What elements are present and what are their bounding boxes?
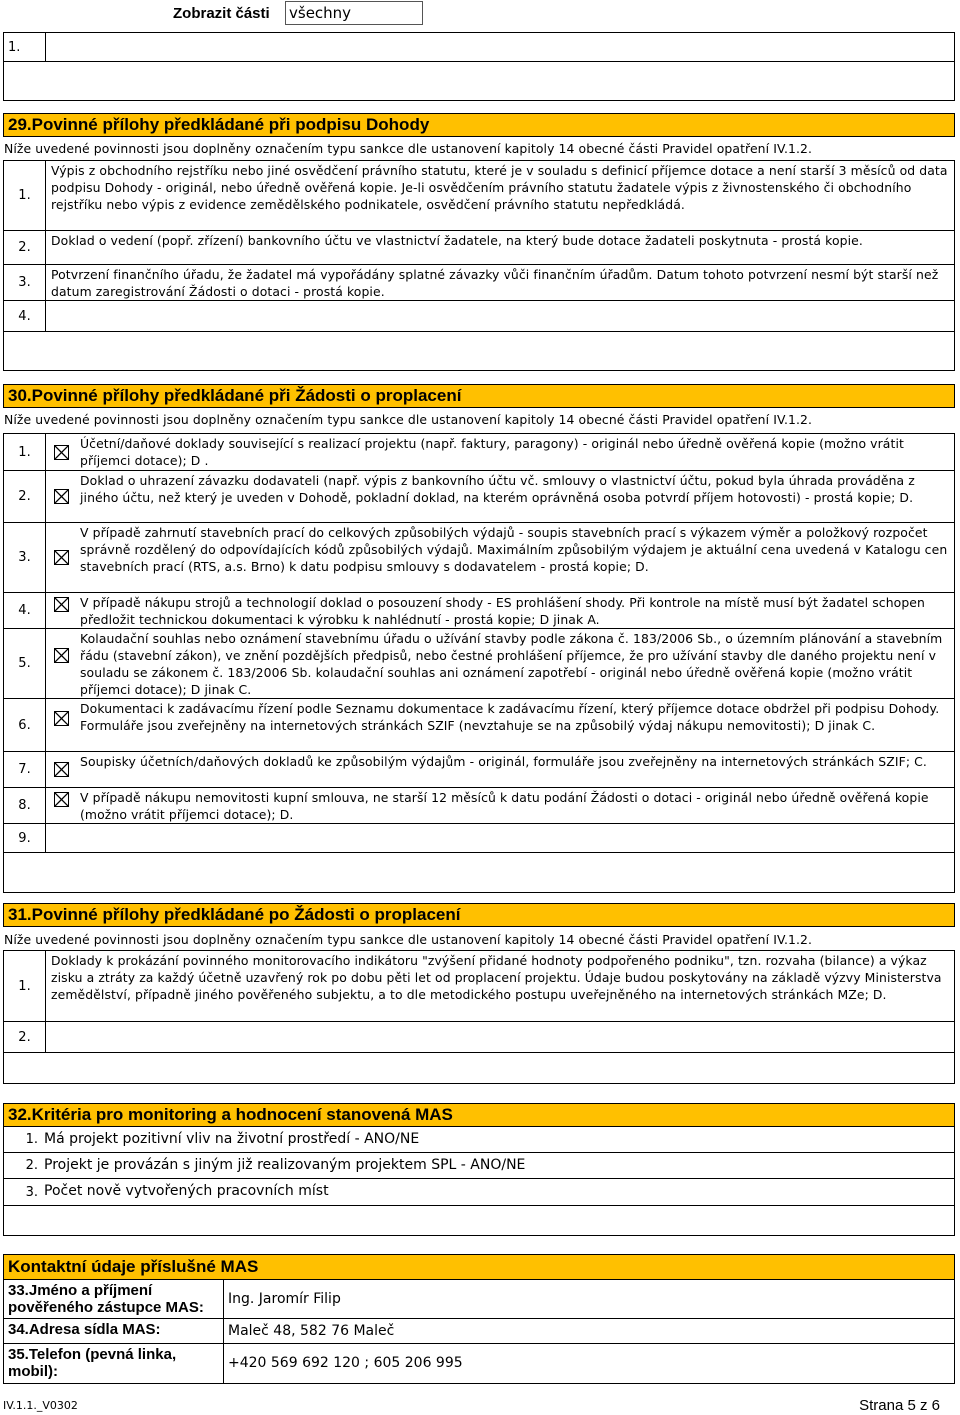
list-item — [4, 231, 954, 265]
page-number: Strana 5 z 6 — [859, 1397, 940, 1414]
item-text: Účetní/daňové doklady související s realizací projektu (např. faktury, paragony) - originál nebo úředně ověřená kopie (možno vrátit příjemci dotace); D . — [80, 436, 904, 468]
section-30-subtitle: Níže uvedené povinnosti jsou doplněny označením typu sankce dle ustanovení kapitoly 14 obecné části Pravidel opatření IV.1.2. — [4, 412, 813, 427]
section-30-title: 30.Povinné přílohy předkládané při Žádosti o proplacení — [3, 384, 955, 408]
contact-value: +420 569 692 120 ; 605 206 995 — [228, 1355, 463, 1371]
list-item — [4, 265, 954, 301]
section-select-value: všechny — [289, 4, 352, 22]
item-text: Soupisky účetních/daňových dokladů ke způsobilým výdajům - originál, formuláře jsou zveřejněny na internetových stránkách SZIF; C. — [80, 754, 927, 769]
checked-checkbox[interactable] — [54, 597, 69, 612]
item-number: 9. — [4, 824, 46, 852]
contact-label: 34.Adresa sídla MAS: — [4, 1319, 224, 1343]
item-number: 4. — [4, 593, 46, 628]
contact-value: Ing. Jaromír Filip — [228, 1290, 341, 1307]
list-item — [4, 1153, 954, 1179]
checked-checkbox[interactable] — [54, 445, 69, 460]
checked-checkbox[interactable] — [54, 550, 69, 565]
item-text: Doklad o vedení (popř. zřízení) bankovního účtu ve vlastnictví žadatele, na který bude dotace žadateli poskytnuta - prostá kopie. — [51, 233, 863, 248]
contact-label: 35.Telefon (pevná linka, mobil): — [4, 1344, 224, 1383]
item-text: Doklad o uhrazení závazku dodavateli (např. výpis z bankovního účtu vč. smlouvy o vlastnictví účtu, pokud byla úhrada prováděna z jiného účtu, než který je uveden v Dohodě, pokladní doklad, na kterém oprávněná osoba potvrdí příjem hotovosti) - prostá kopie; D. — [80, 473, 915, 505]
item-text: Kolaudační souhlas nebo oznámení stavebnímu úřadu o užívání stavby podle zákona č. 183/2006 Sb., o územním plánování a stavebním řádu (stavební zákon), ve znění pozdějších předpisů, nebo čestné prohlášení příjemce, že pro užívání stavby dle daného projektu není v souladu se zákonem č. 183/2006 Sb. kolaudační souhlas ani oznámení zapotřebí - originál nebo úředně ověřená kopie (možno vrátit příjemci dotace); D jinak C. — [80, 631, 943, 697]
item-number: 2. — [25, 1158, 38, 1173]
list-item — [4, 523, 954, 593]
checked-checkbox[interactable] — [54, 762, 69, 777]
list-item — [4, 1022, 954, 1052]
item-text: V případě nákupu nemovitosti kupní smlouva, ne starší 12 měsíců k datu podání Žádosti o dotaci - originál nebo úředně ověřená kopie (možno vrátit příjemci dotace); D. — [80, 790, 929, 822]
contact-row — [4, 1343, 954, 1383]
section-31-title: 31.Povinné přílohy předkládané po Žádosti o proplacení — [3, 903, 955, 927]
list-item — [4, 593, 954, 629]
item-text — [46, 824, 954, 852]
checked-checkbox[interactable] — [54, 711, 69, 726]
item-number: 2. — [4, 1022, 46, 1052]
section-29-items — [3, 160, 955, 332]
section-32-items — [3, 1127, 955, 1206]
doc-code: IV.1.1._V0302 — [3, 1399, 78, 1412]
section-30-items — [3, 433, 955, 853]
list-item — [4, 699, 954, 752]
prev-section-items — [3, 32, 955, 62]
item-text: Výpis z obchodního rejstříku nebo jiné osvědčení právního statutu, které je v souladu s definicí příjemce dotace a není starší 3 měsíců od data podpisu Dohody - originál, nebo úředně ověřená kopie. Je-li osvědčením právního statutu žadatele výpis z živnostenského či obchodního rejstříku nebo výpis z evidence zemědělského podnikatele, osvědčení právního statutu nepředkládá. — [51, 163, 948, 212]
item-number: 6. — [4, 699, 46, 751]
contact-row — [4, 1279, 954, 1318]
item-number: 2. — [4, 471, 46, 522]
item-number: 4. — [4, 301, 46, 331]
item-number: 1. — [25, 1132, 38, 1147]
list-item — [4, 1127, 954, 1153]
list-item — [4, 824, 954, 852]
item-number: 1. — [4, 161, 46, 230]
item-text — [46, 301, 954, 331]
section-29-subtitle: Níže uvedené povinnosti jsou doplněny označením typu sankce dle ustanovení kapitoly 14 obecné části Pravidel opatření IV.1.2. — [4, 141, 813, 156]
contact-table — [3, 1254, 955, 1384]
item-number: 1. — [4, 951, 46, 1021]
section-31-subtitle: Níže uvedené povinnosti jsou doplněny označením typu sankce dle ustanovení kapitoly 14 obecné části Pravidel opatření IV.1.2. — [4, 932, 813, 947]
item-text: V případě nákupu strojů a technologií doklad o posouzení shody - ES prohlášení shody. Při kontrole na místě musí být žadatel schopen předložit technickou dokumentaci k výrobku k nahlédnutí - prostá kopie; D jinak A. — [80, 595, 925, 627]
contact-row — [4, 1318, 954, 1343]
list-item — [4, 1179, 954, 1205]
item-text: Počet nově vytvořených pracovních míst — [44, 1183, 329, 1199]
list-item — [4, 161, 954, 231]
checked-checkbox[interactable] — [54, 792, 69, 807]
item-text: Potvrzení finančního úřadu, že žadatel má vypořádány splatné závazky vůči finančním úřadům. Datum tohoto potvrzení nesmí být starší než datum zaregistrování Žádosti o dotaci - prostá kopie. — [51, 267, 939, 299]
item-number: 1. — [4, 434, 46, 470]
list-item — [4, 629, 954, 699]
item-number: 3. — [4, 523, 46, 592]
list-item — [4, 788, 954, 824]
contact-value: Maleč 48, 582 76 Maleč — [228, 1322, 395, 1339]
list-item — [4, 752, 954, 788]
contact-label: 33.Jméno a příjmení pověřeného zástupce MAS: — [4, 1280, 224, 1318]
item-text: Projekt je provázán s jiným již realizovaným projektem SPL - ANO/NE — [44, 1157, 526, 1173]
item-text: V případě zahrnutí stavebních prací do celkových způsobilých výdajů - soupis stavebních prací s výkazem výměr a položkový rozpočet správně rozdělený do odpovídajících kódů způsobilých výdajů. Maximálním způsobilým výdajem je aktuální cena uvedená v Katalogu cen stavebních prací (RTS, a.s. Brno) k datu podpisu smlouvy s dodavatelem - prostá kopie; D. — [80, 525, 948, 574]
section-32-title: 32.Kritéria pro monitoring a hodnocení stanovená MAS — [3, 1103, 955, 1127]
section-29-title: 29.Povinné přílohy předkládané při podpisu Dohody — [3, 113, 955, 137]
item-number: 2. — [4, 231, 46, 264]
item-number: 8. — [4, 788, 46, 823]
list-item — [4, 301, 954, 331]
section-select[interactable] — [285, 1, 423, 25]
section-31-items — [3, 950, 955, 1053]
item-text: Dokumentaci k zadávacímu řízení podle Seznamu dokumentace k zadávacímu řízení, který příjemce dotace obdržel při podpisu Dohody. Formuláře jsou zveřejněny na internetových stránkách SZIF (nevztahuje se na způsobilý výdaj nákupu nemovitosti); D jinak C. — [80, 701, 940, 733]
list-item — [4, 471, 954, 523]
item-text: Má projekt pozitivní vliv na životní prostředí - ANO/NE — [44, 1131, 420, 1147]
item-number: 3. — [25, 1184, 38, 1200]
item-text — [46, 1022, 954, 1052]
item-text: Doklady k prokázání povinného monitorovacího indikátoru "zvýšení přidané hodnoty podpořeného podniku", tzn. rozvaha (bilance) a výkaz zisku a ztráty za každý účetně uzavřený rok po dobu pěti let od proplacení projektu. Údaje budou poskytovány na základě výzvy Ministerstva zemědělství, případně jiného pověřeného subjektu, a to dle metodického postupu uveřejněného na internetových stránkách MZe; D. — [51, 953, 942, 1002]
item-number: 3. — [4, 265, 46, 300]
checked-checkbox[interactable] — [54, 648, 69, 663]
list-item — [4, 434, 954, 471]
contact-title: Kontaktní údaje příslušné MAS — [4, 1255, 954, 1279]
list-item — [4, 951, 954, 1022]
item-number: 5. — [4, 629, 46, 698]
checked-checkbox[interactable] — [54, 489, 69, 504]
zobrazit-label: Zobrazit části — [173, 5, 270, 22]
item-number: 1. — [4, 33, 46, 61]
item-number: 7. — [4, 752, 46, 787]
